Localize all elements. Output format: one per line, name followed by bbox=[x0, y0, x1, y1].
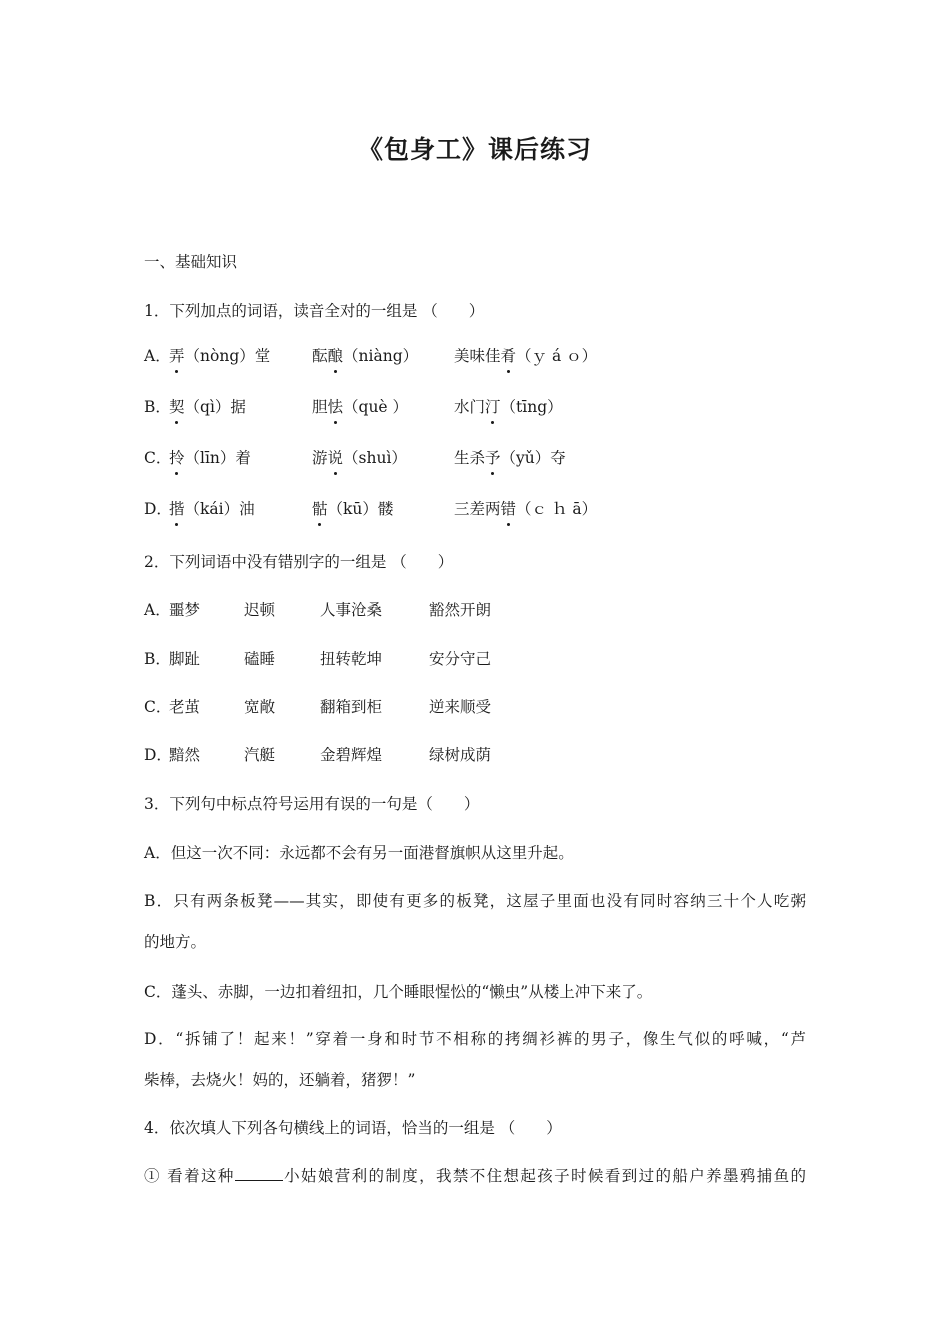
section-heading: 一、基础知识 bbox=[144, 253, 238, 271]
emphasis-dot-char: 肴 bbox=[500, 347, 517, 365]
q2-word: 迟顿 bbox=[244, 601, 276, 619]
q1-option-a bbox=[144, 346, 806, 368]
q1-option-b bbox=[144, 397, 806, 419]
q2-word: 黯然 bbox=[169, 746, 201, 764]
q1-b-word-1: 契（qì）据 bbox=[169, 398, 246, 416]
document-title: 《包身工》课后练习 bbox=[357, 135, 592, 164]
option-label: B． bbox=[144, 650, 171, 668]
q2-word: 安分守己 bbox=[429, 650, 492, 668]
q3-option-d-line-1: D．“拆铺了！起来！”穿着一身和时节不相称的拷绸衫裤的男子，像生气似的呼喊，“芦 bbox=[144, 1030, 806, 1048]
q2-word: 汽艇 bbox=[244, 746, 276, 764]
q2-word: 绿树成荫 bbox=[429, 746, 492, 764]
q2-word: 人事沧桑 bbox=[320, 601, 383, 619]
q2-option-c bbox=[144, 697, 806, 719]
option-label: D． bbox=[144, 500, 172, 518]
emphasis-dot-char: 揩 bbox=[169, 500, 185, 518]
q2-word: 豁然开朗 bbox=[429, 601, 492, 619]
q1-a-word-3: 美味佳肴（ｙ á ｏ） bbox=[454, 347, 598, 365]
q2-word: 噩梦 bbox=[169, 601, 201, 619]
q2-word: 磕睡 bbox=[244, 650, 276, 668]
q2-word: 扭转乾坤 bbox=[320, 650, 383, 668]
q1-d-word-1: 揩（kái）油 bbox=[169, 500, 255, 518]
question-1-stem: 1．下列加点的词语，读音全对的一组是 （ ） bbox=[144, 302, 485, 320]
option-label: C． bbox=[144, 698, 172, 716]
emphasis-dot-char: 契 bbox=[169, 398, 185, 416]
option-label: A． bbox=[144, 347, 171, 365]
q1-c-word-2: 游说（shuì） bbox=[312, 449, 407, 467]
q1-c-word-1: 拎（līn）着 bbox=[169, 449, 251, 467]
emphasis-dot-char: 酿 bbox=[327, 347, 344, 365]
q2-option-b bbox=[144, 649, 806, 671]
question-4-stem: 4．依次填人下列各句横线上的词语，恰当的一组是 （ ） bbox=[144, 1119, 562, 1137]
q1-b-word-2: 胆怯（què ） bbox=[312, 398, 409, 416]
emphasis-dot-char: 予 bbox=[485, 449, 501, 467]
q1-c-word-3: 生杀予（yǔ）夺 bbox=[454, 449, 566, 467]
emphasis-dot-char: 错 bbox=[500, 500, 517, 518]
q1-d-word-3: 三差两错（ｃ ｈ ā） bbox=[454, 500, 598, 518]
q3-option-a: A．但这一次不同：永远都不会有另一面港督旗帜从这里升起。 bbox=[144, 844, 574, 862]
emphasis-dot-char: 拎 bbox=[169, 449, 185, 467]
q1-a-word-2: 酝酿（niàng） bbox=[312, 347, 419, 365]
emphasis-dot-char: 骷 bbox=[312, 500, 328, 518]
q2-word: 老茧 bbox=[169, 698, 201, 716]
q3-option-b-line-1: B．只有两条板凳——其实，即使有更多的板凳，这屋子里面也没有同时容纳三十个人吃粥 bbox=[144, 892, 806, 910]
q2-word: 脚趾 bbox=[169, 650, 201, 668]
q2-option-d bbox=[144, 745, 806, 767]
q2-word: 宽敞 bbox=[244, 698, 276, 716]
q1-b-word-3: 水门汀（tīng） bbox=[454, 398, 563, 416]
q2-word: 逆来顺受 bbox=[429, 698, 492, 716]
option-label: D． bbox=[144, 746, 172, 764]
fill-in-blank bbox=[235, 1166, 283, 1181]
q3-option-d-line-2: 柴棒，去烧火！妈的，还躺着，猪猡！” bbox=[144, 1071, 416, 1089]
emphasis-dot-char: 说 bbox=[327, 449, 344, 467]
question-3-stem: 3．下列句中标点符号运用有误的一句是（ ） bbox=[144, 795, 480, 813]
option-label: A． bbox=[144, 601, 171, 619]
q3-option-b-line-2: 的地方。 bbox=[144, 933, 207, 951]
q1-option-c bbox=[144, 448, 806, 470]
q3-option-c: C．蓬头、赤脚，一边扣着纽扣，几个睡眼惺忪的“懒虫”从楼上冲下来了。 bbox=[144, 983, 653, 1001]
emphasis-dot-char: 汀 bbox=[485, 398, 501, 416]
option-label: B． bbox=[144, 398, 171, 416]
option-label: C． bbox=[144, 449, 172, 467]
q2-word: 翻箱到柜 bbox=[320, 698, 383, 716]
q4-sentence-1: ① 看着这种 小姑娘营利的制度，我禁不住想起孩子时候看到过的船户养墨鸦捕鱼的 bbox=[144, 1167, 806, 1185]
q2-word: 金碧辉煌 bbox=[320, 746, 383, 764]
q1-d-word-2: 骷（kū）髅 bbox=[312, 500, 394, 518]
q2-option-a bbox=[144, 600, 806, 622]
q1-a-word-1: 弄（nòng）堂 bbox=[169, 347, 271, 365]
q1-option-d bbox=[144, 499, 806, 521]
question-2-stem: 2．下列词语中没有错别字的一组是 （ ） bbox=[144, 553, 454, 571]
emphasis-dot-char: 怯 bbox=[327, 398, 344, 416]
emphasis-dot-char: 弄 bbox=[169, 347, 185, 365]
